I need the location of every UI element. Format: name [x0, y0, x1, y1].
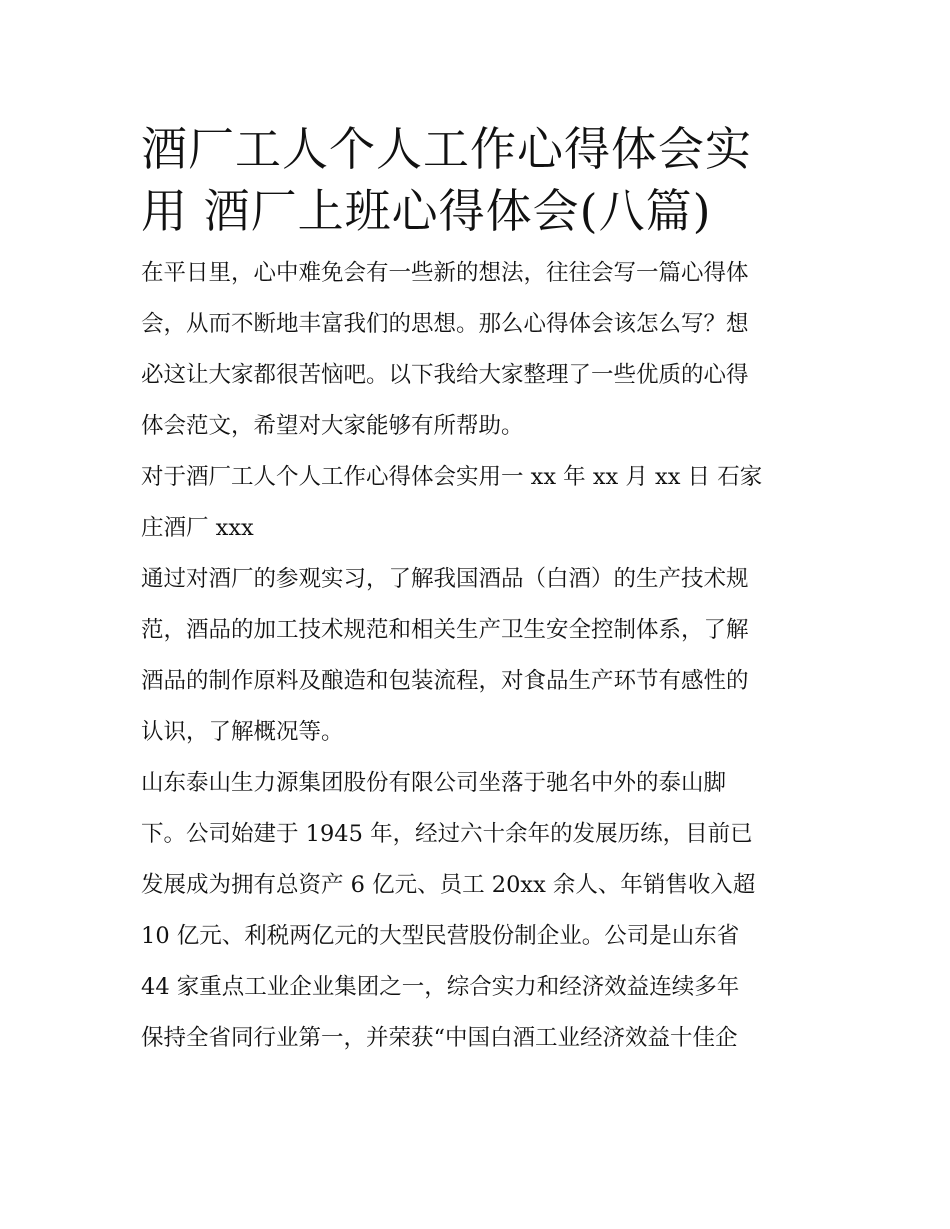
paragraph-intro — [141, 248, 813, 452]
paragraph-line: 必这让大家都很苦恼吧。以下我给大家整理了一些优质的心得 — [141, 362, 749, 388]
paragraph-line: 会，从而不断地丰富我们的思想。那么心得体会该怎么写？想 — [141, 311, 749, 337]
paragraph-line: 保持全省同行业第一，并荣获“中国白酒工业经济效益十佳企 — [141, 1025, 738, 1051]
title-line-1: 酒厂工人个人工作心得体会实 — [141, 122, 752, 176]
paragraph-internship — [141, 554, 813, 758]
document-page — [141, 118, 813, 1064]
paragraph-company — [141, 758, 813, 1064]
paragraph-line: 在平日里，心中难免会有一些新的想法，往往会写一篇心得体 — [141, 260, 749, 286]
paragraph-line: 范，酒品的加工技术规范和相关生产卫生安全控制体系，了解 — [141, 617, 749, 643]
paragraph-line: 下。公司始建于 1945 年，经过六十余年的发展历练，目前已 — [141, 821, 753, 847]
document-body — [141, 248, 813, 1064]
document-title — [141, 118, 813, 242]
title-line-2: 用 酒厂上班心得体会(八篇) — [141, 184, 712, 238]
paragraph-line: 庄酒厂 xxx — [141, 515, 254, 541]
paragraph-section-heading — [141, 452, 813, 554]
paragraph-line: 酒品的制作原料及酿造和包装流程，对食品生产环节有感性的 — [141, 668, 749, 694]
paragraph-line: 44 家重点工业企业集团之一，综合实力和经济效益连续多年 — [141, 974, 740, 1000]
paragraph-line: 认识，了解概况等。 — [141, 719, 344, 745]
paragraph-line: 通过对酒厂的参观实习，了解我国酒品（白酒）的生产技术规 — [141, 566, 749, 592]
paragraph-line: 10 亿元、利税两亿元的大型民营股份制企业。公司是山东省 — [141, 923, 740, 949]
paragraph-line: 发展成为拥有总资产 6 亿元、员工 20xx 余人、年销售收入超 — [141, 872, 756, 898]
paragraph-line: 体会范文，希望对大家能够有所帮助。 — [141, 413, 524, 439]
paragraph-line: 山东泰山生力源集团股份有限公司坐落于驰名中外的泰山脚 — [141, 770, 727, 796]
paragraph-line: 对于酒厂工人个人工作心得体会实用一 xx 年 xx 月 xx 日 石家 — [141, 464, 763, 490]
